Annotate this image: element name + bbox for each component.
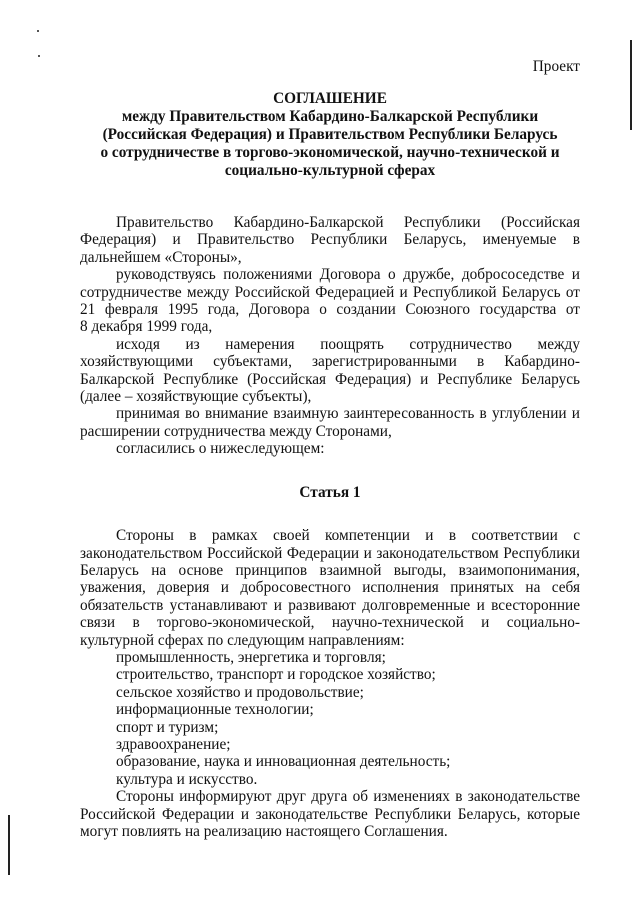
text-line: сотрудничестве между Российской Федерацией и Республикой Беларусь от	[80, 283, 580, 301]
text-line: культурной сферах по следующим направлениям:	[80, 631, 405, 649]
list-item: спорт и туризм;	[116, 718, 219, 736]
list-item: сельское хозяйство и продовольствие;	[116, 683, 364, 701]
list-item: культура и искусство.	[116, 770, 258, 788]
preamble-paragraph-2	[80, 266, 580, 336]
title-line: между Правительством Кабардино-Балкарской Республики	[121, 108, 539, 125]
title-heading: СОГЛАШЕНИЕ	[273, 90, 387, 107]
article-closing-paragraph	[80, 788, 580, 840]
text-line: Стороны информируют друг друга об изменениях в законодательстве	[116, 788, 580, 806]
text-line: Стороны в рамках своей компетенции и в соответствии с	[116, 527, 580, 545]
text-line: связи в торгово-экономической, научно-технической и социально-	[80, 614, 580, 632]
text-line: руководствуясь положениями Договора о дружбе, добрососедстве и	[116, 266, 580, 284]
text-line: уважения, доверия и добросовестного исполнения принятых на себя	[80, 579, 580, 597]
text-line: 8 декабря 1999 года,	[80, 318, 213, 336]
preamble-paragraph-5: согласились о нижеследующем:	[116, 440, 325, 458]
list-item: информационные технологии;	[116, 701, 314, 719]
document-body	[80, 58, 580, 840]
text-line: (далее – хозяйствующие субъекты),	[80, 388, 312, 406]
text-line: обязательств устанавливают и развивают долговременные и всесторонние	[80, 596, 580, 614]
text-line: принимая во внимание взаимную заинтересованность в углублении и	[116, 405, 580, 423]
article-heading: Статья 1	[299, 483, 361, 501]
title-line: о сотрудничестве в торгово-экономической, научно-технической и	[100, 144, 560, 161]
text-line: Беларусь на основе принципов взаимной выгоды, взаимопонимания,	[80, 561, 580, 579]
list-item: промышленность, энергетика и торговля;	[116, 648, 386, 666]
text-line: Российской Федерации и законодательстве Республики Беларусь, которые	[80, 805, 580, 823]
preamble-paragraph-3	[80, 336, 580, 406]
document-title	[80, 90, 580, 180]
text-line: расширении сотрудничества между Сторонами,	[80, 422, 392, 440]
directions-list	[80, 649, 580, 788]
scan-speck	[38, 55, 40, 57]
article-intro-paragraph	[80, 527, 580, 649]
text-line: Федерация) и Правительство Республики Беларусь, именуемые в	[80, 231, 580, 249]
preamble-paragraph-4	[80, 405, 580, 440]
text-line: хозяйствующими субъектами, зарегистрированными в Кабардино-	[80, 353, 580, 371]
text-line: дальнейшем «Стороны»,	[80, 248, 242, 266]
text-line: законодательством Российской Федерации и законодательством Республики	[80, 544, 580, 562]
preamble-paragraph-1	[80, 214, 580, 266]
title-line: (Российская Федерация) и Правительством Республики Беларусь	[102, 126, 558, 143]
scan-edge-mark-bottom-left	[8, 815, 10, 875]
text-line: исходя из намерения поощрять сотрудничество между	[116, 335, 580, 353]
project-label: Проект	[532, 58, 580, 75]
list-item: строительство, транспорт и городское хозяйство;	[116, 666, 436, 684]
title-line: социально-культурной сферах	[224, 162, 436, 179]
text-line: 21 февраля 1995 года, Договора о создании Союзного государства от	[80, 301, 580, 319]
scan-edge-mark-top-right	[630, 40, 632, 130]
list-item: здравоохранение;	[116, 735, 231, 753]
list-item: образование, наука и инновационная деятельность;	[116, 753, 451, 771]
text-line: могут повлиять на реализацию настоящего Соглашения.	[80, 823, 448, 840]
text-line: Правительство Кабардино-Балкарской Республики (Российская	[116, 214, 580, 231]
scan-speck	[37, 30, 39, 32]
text-line: Балкарской Республике (Российская Федерация) и Республике Беларусь	[80, 370, 580, 388]
